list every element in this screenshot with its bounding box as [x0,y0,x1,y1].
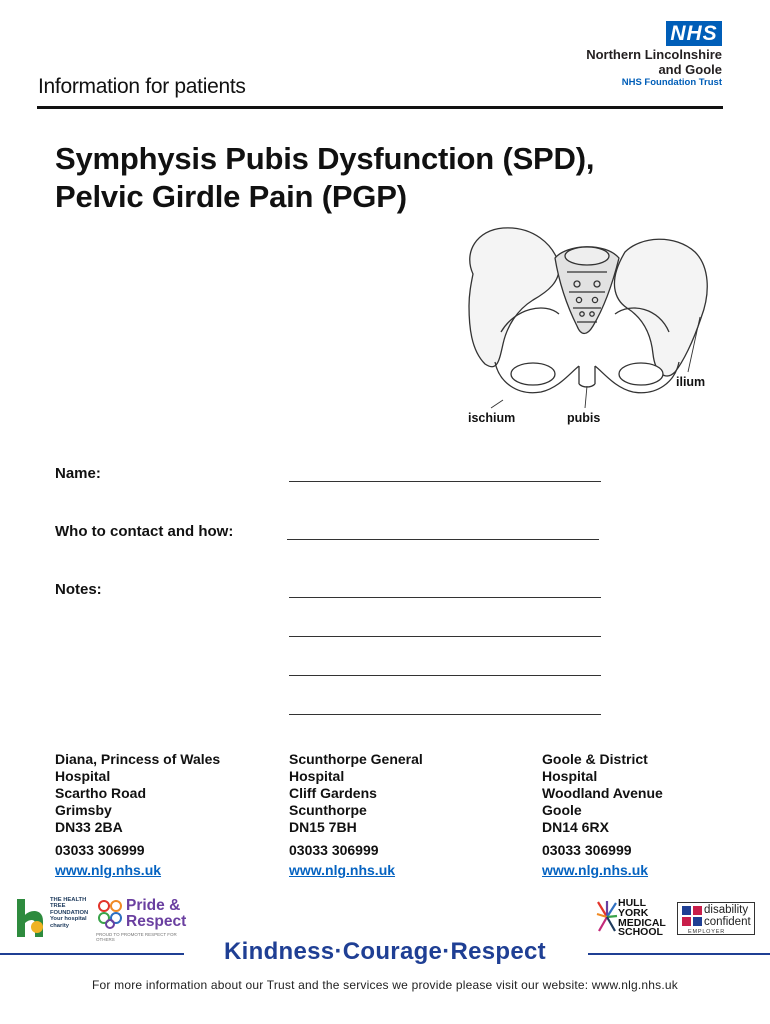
title-line2: Pelvic Girdle Pain (PGP) [55,179,407,214]
address-line: Scunthorpe General [289,751,423,767]
address-line: Cliff Gardens [289,785,377,801]
notes-label: Notes: [55,581,102,598]
trust-name-line1: Northern Lincolnshire [586,47,722,62]
hospital-address-goole [542,751,663,836]
contact-label: Who to contact and how: [55,523,234,540]
notes-field-line-4[interactable] [289,714,601,715]
info-label: Information for patients [38,75,246,98]
label-ilium: ilium [676,375,706,389]
hospital-address-scunthorpe [289,751,423,836]
address-line: Goole & District [542,751,648,767]
hyms-line: MEDICAL [618,916,666,929]
address-line: Hospital [55,768,111,784]
address-line: Hospital [542,768,598,784]
hospital-address-grimsby [55,751,220,836]
label-ischium: ischium [468,411,516,425]
trust-values-banner: Kindness·Courage·Respect [224,938,546,965]
hospital-website-link-goole[interactable]: www.nlg.nhs.uk [542,862,649,878]
pelvis-illustration [455,222,715,432]
pride-respect-logo [126,898,186,930]
pride-respect-subtitle: PROUD TO PROMOTE RESPECT FOR OTHERS [96,932,177,942]
footer-info-text: For more information about our Trust and the services we provide please visit our website: www.nlg.nhs.uk [92,978,678,992]
page-title [55,140,594,216]
label-pubis: pubis [567,411,601,425]
health-tree-text: THE HEALTH TREE FOUNDATION Your hospital charity [50,897,89,929]
pride-respect-icon [96,898,124,930]
trust-name [586,47,722,77]
address-line: Scartho Road [55,785,147,801]
address-line: Scunthorpe [289,802,367,818]
address-line: Diana, Princess of Wales [55,751,221,767]
hospital-phone-goole: 03033 306999 [542,842,632,858]
address-line: DN33 2BA [55,819,123,835]
address-line: DN14 6RX [542,819,609,835]
hyms-line: SCHOOL [618,926,663,939]
respect-line: Respect [126,913,187,930]
address-line: Hospital [289,768,345,784]
name-label: Name: [55,465,101,482]
disability-confident-icon [682,906,702,926]
notes-field-line-2[interactable] [289,636,601,637]
nhs-logo: NHS [666,21,722,46]
address-line: DN15 7BH [289,819,357,835]
trust-name-line2: and Goole [658,62,722,77]
notes-field-line-3[interactable] [289,675,601,676]
address-line: Goole [542,802,582,818]
confident-line: confident [704,916,751,928]
hyms-logo-icon [596,900,618,934]
hyms-line: HULL [618,897,646,909]
hospital-website-link-scunthorpe[interactable]: www.nlg.nhs.uk [289,862,396,878]
trust-subtitle: NHS Foundation Trust [621,77,722,88]
pride-line: Pride & [126,897,181,914]
disability-line: disability [704,904,749,916]
header-divider [37,106,723,109]
disability-employer-text: EMPLOYER [688,929,725,935]
address-line: Grimsby [55,802,112,818]
title-line1: Symphysis Pubis Dysfunction (SPD), [55,141,595,176]
hyms-logo-text [618,899,666,938]
hyms-line: YORK [618,906,649,919]
name-field[interactable] [289,481,601,482]
hospital-phone-grimsby: 03033 306999 [55,842,145,858]
disability-confident-text [704,904,751,928]
address-line: Woodland Avenue [542,785,663,801]
hospital-website-link-grimsby[interactable]: www.nlg.nhs.uk [55,862,162,878]
health-tree-logo-icon [15,897,47,939]
notes-field-line-1[interactable] [289,597,601,598]
hospital-phone-scunthorpe: 03033 306999 [289,842,379,858]
contact-field[interactable] [287,539,599,540]
